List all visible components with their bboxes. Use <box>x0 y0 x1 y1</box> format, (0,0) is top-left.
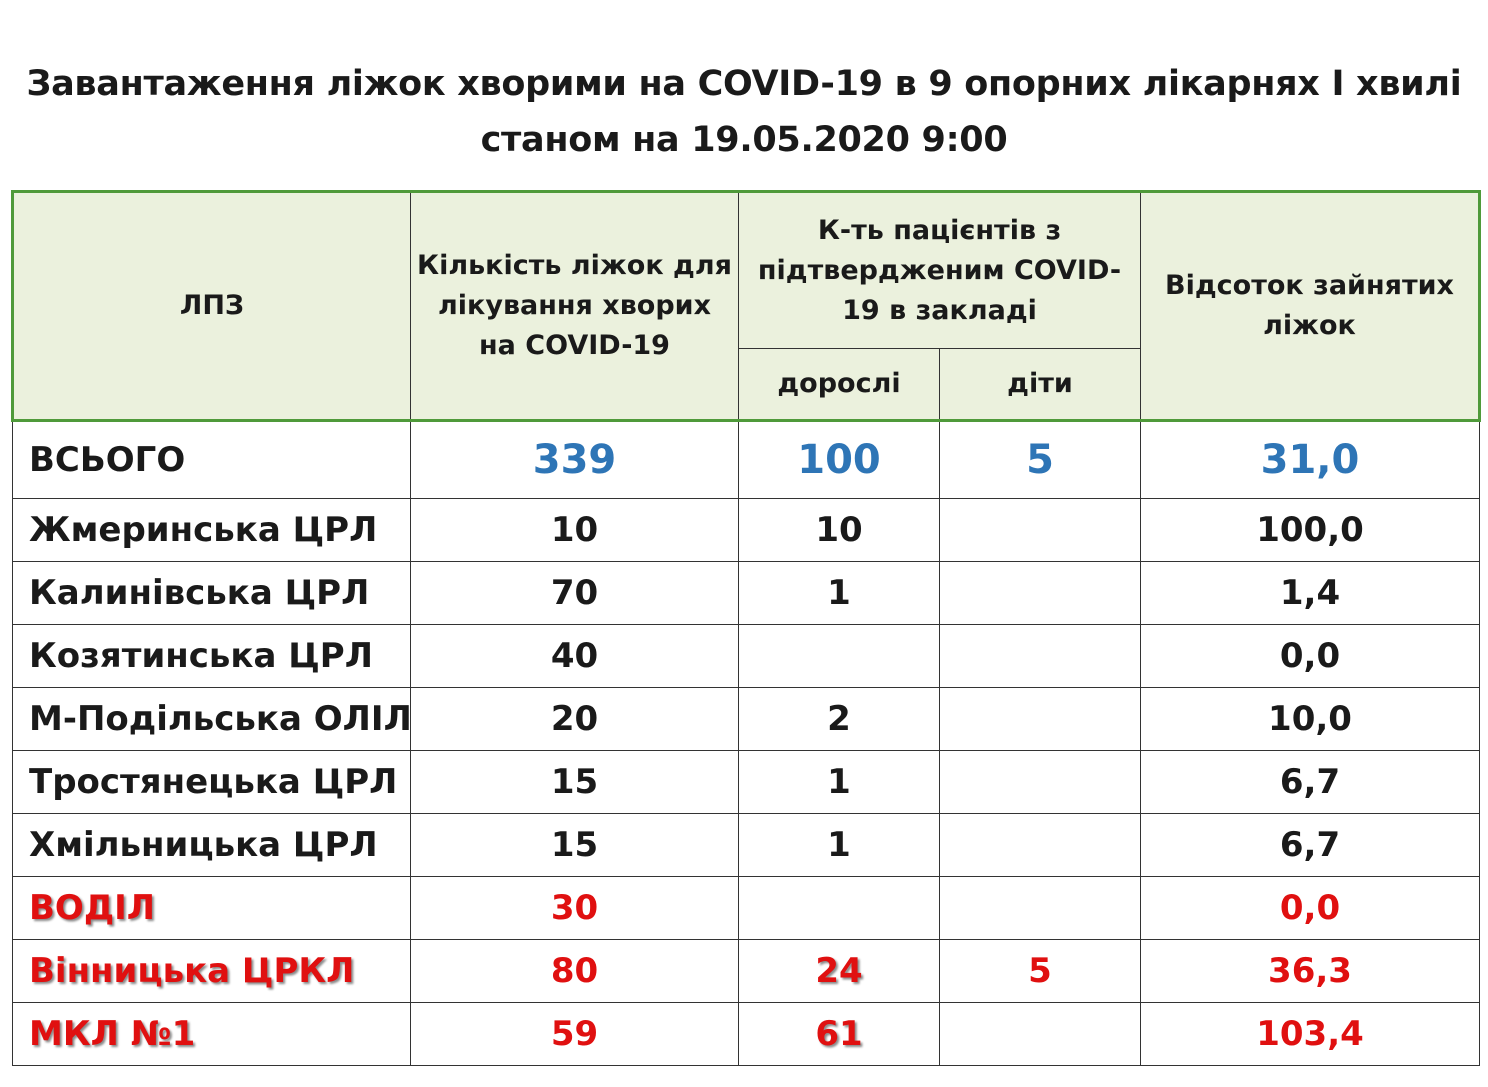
adults-cell: 10 <box>739 499 940 562</box>
bed-occupancy-table <box>11 190 1481 1066</box>
header-percent-label: Відсоток зайнятих ліжок <box>1165 270 1454 341</box>
percent-cell: 36,3 <box>1141 940 1480 1003</box>
hospital-name: Вінницька ЦРКЛ <box>13 940 411 1003</box>
adults-cell <box>739 877 940 940</box>
table-header <box>13 192 1480 421</box>
beds-cell: 59 <box>411 1003 739 1066</box>
children-cell <box>940 1003 1141 1066</box>
children-cell <box>940 688 1141 751</box>
hospital-name: Калинівська ЦРЛ <box>13 562 411 625</box>
hospital-name: Козятинська ЦРЛ <box>13 625 411 688</box>
adults-cell: 24 <box>739 940 940 1003</box>
header-beds-label: Кількість ліжок для лікування хворих на COVID-19 <box>417 250 732 361</box>
children-cell <box>940 814 1141 877</box>
beds-cell: 80 <box>411 940 739 1003</box>
hospital-name: Жмеринська ЦРЛ <box>13 499 411 562</box>
total-adults: 100 <box>739 421 940 499</box>
percent-cell: 6,7 <box>1141 814 1480 877</box>
children-cell <box>940 751 1141 814</box>
table-row <box>13 562 1480 625</box>
table-row <box>13 814 1480 877</box>
header-patients <box>739 192 1141 349</box>
children-cell <box>940 625 1141 688</box>
title-line-1: Завантаження ліжок хворими на COVID-19 в 9 опорних лікарнях І хвилі <box>26 64 1462 104</box>
adults-cell: 2 <box>739 688 940 751</box>
children-cell <box>940 877 1141 940</box>
header-children: діти <box>940 349 1141 421</box>
hospital-name: МКЛ №1 <box>13 1003 411 1066</box>
percent-cell: 0,0 <box>1141 877 1480 940</box>
beds-cell: 30 <box>411 877 739 940</box>
beds-cell: 15 <box>411 814 739 877</box>
adults-cell <box>739 625 940 688</box>
total-name: ВСЬОГО <box>13 421 411 499</box>
percent-cell: 100,0 <box>1141 499 1480 562</box>
table-row <box>13 940 1480 1003</box>
beds-cell: 70 <box>411 562 739 625</box>
adults-cell: 61 <box>739 1003 940 1066</box>
table-row <box>13 877 1480 940</box>
beds-cell: 20 <box>411 688 739 751</box>
table-row <box>13 499 1480 562</box>
table-row <box>13 751 1480 814</box>
total-row <box>13 421 1480 499</box>
total-beds: 339 <box>411 421 739 499</box>
table-row <box>13 1003 1480 1066</box>
adults-cell: 1 <box>739 751 940 814</box>
total-children: 5 <box>940 421 1141 499</box>
children-cell <box>940 499 1141 562</box>
header-beds <box>411 192 739 421</box>
beds-cell: 15 <box>411 751 739 814</box>
header-patients-label: К-ть пацієнтів з підтвердженим COVID-19 в закладі <box>757 214 1122 326</box>
table-body <box>13 421 1480 1066</box>
total-percent: 31,0 <box>1141 421 1480 499</box>
hospital-name: ВОДІЛ <box>13 877 411 940</box>
percent-cell: 103,4 <box>1141 1003 1480 1066</box>
hospital-name: М-Подільська ОЛІЛ <box>13 688 411 751</box>
adults-cell: 1 <box>739 562 940 625</box>
table-row <box>13 688 1480 751</box>
beds-cell: 40 <box>411 625 739 688</box>
header-adults: дорослі <box>739 349 940 421</box>
table-row <box>13 625 1480 688</box>
header-lpz: ЛПЗ <box>13 192 411 421</box>
title-line-2: станом на 19.05.2020 9:00 <box>480 120 1008 160</box>
adults-cell: 1 <box>739 814 940 877</box>
hospital-name: Тростянецька ЦРЛ <box>13 751 411 814</box>
header-percent <box>1141 192 1480 421</box>
beds-cell: 10 <box>411 499 739 562</box>
children-cell <box>940 562 1141 625</box>
percent-cell: 1,4 <box>1141 562 1480 625</box>
percent-cell: 10,0 <box>1141 688 1480 751</box>
hospital-name: Хмільницька ЦРЛ <box>13 814 411 877</box>
page-title <box>0 56 1488 168</box>
percent-cell: 6,7 <box>1141 751 1480 814</box>
children-cell: 5 <box>940 940 1141 1003</box>
percent-cell: 0,0 <box>1141 625 1480 688</box>
